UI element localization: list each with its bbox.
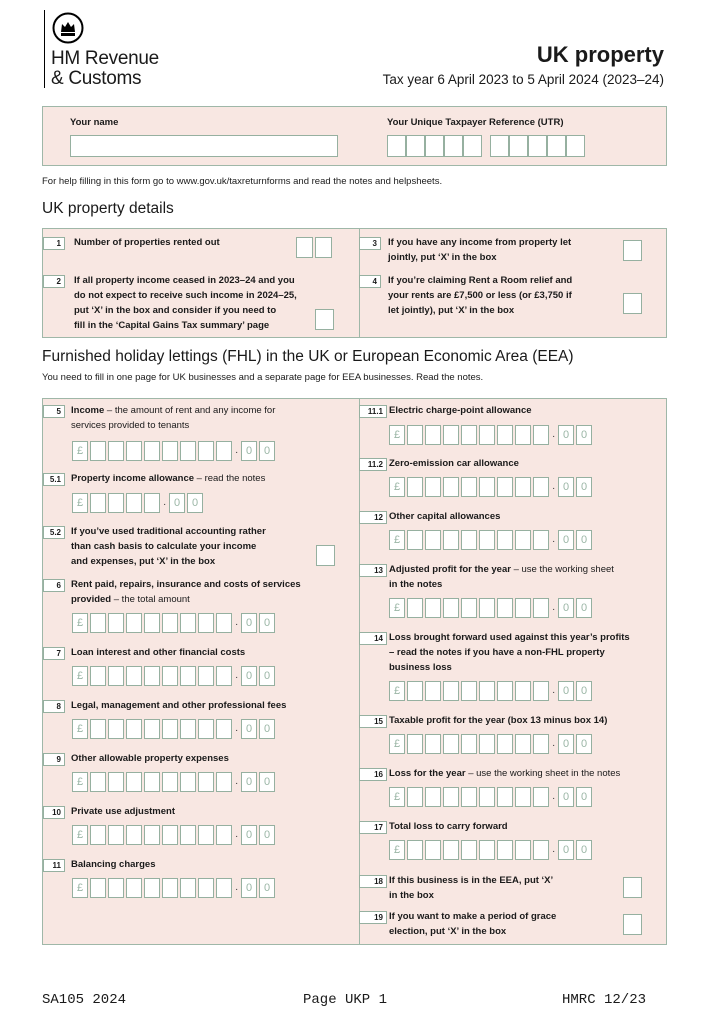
box-number: 5.2 (43, 526, 65, 539)
pound-digit[interactable] (497, 598, 513, 618)
pence-digit[interactable]: 0 (558, 734, 574, 754)
decimal-point: · (552, 536, 556, 547)
section-subheading-fhl: You need to fill in one page for UK businesses and a separate page for EEA businesses. Read the notes. (42, 372, 484, 383)
utr-digit[interactable] (566, 135, 585, 157)
grace-election-checkbox[interactable] (623, 914, 642, 935)
pound-digit[interactable] (443, 598, 459, 618)
pound-digit[interactable] (144, 825, 160, 845)
pound-digit[interactable] (198, 719, 214, 739)
utr-digit[interactable] (490, 135, 509, 157)
section-heading-property-details: UK property details (42, 200, 174, 217)
pence-digit[interactable]: 0 (576, 425, 592, 445)
box-label: Income – the amount of rent and any income for services provided to tenants (71, 405, 276, 431)
pence-digit[interactable]: 0 (558, 681, 574, 701)
currency-symbol: £ (389, 734, 405, 754)
pound-digit[interactable] (479, 598, 495, 618)
box-number: 3 (359, 237, 381, 250)
pound-digit[interactable] (407, 681, 423, 701)
pound-digit[interactable] (90, 719, 106, 739)
pound-digit[interactable] (216, 666, 232, 686)
pound-digit[interactable] (515, 477, 531, 497)
box-label: Balancing charges (71, 859, 156, 870)
rent-a-room-checkbox[interactable] (623, 293, 642, 314)
box-label: Loss for the year – use the working sheet in the notes (389, 768, 621, 779)
pound-digit[interactable] (180, 441, 196, 461)
pound-digit[interactable] (515, 598, 531, 618)
pound-digit[interactable] (216, 441, 232, 461)
pound-digit[interactable] (497, 477, 513, 497)
utr-digit[interactable] (425, 135, 444, 157)
pound-digit[interactable] (126, 719, 142, 739)
utr-digit[interactable] (509, 135, 528, 157)
pound-digit[interactable] (407, 598, 423, 618)
pound-digit[interactable] (425, 787, 441, 807)
pence-digit[interactable]: 0 (259, 666, 275, 686)
pound-digit[interactable] (162, 613, 178, 633)
utr-digit[interactable] (547, 135, 566, 157)
pence-digit[interactable]: 0 (558, 840, 574, 860)
pound-digit[interactable] (533, 787, 549, 807)
decimal-point: · (235, 447, 239, 458)
currency-symbol: £ (389, 477, 405, 497)
box-label: Zero-emission car allowance (389, 458, 519, 469)
pound-digit[interactable] (443, 530, 459, 550)
pence-digit[interactable]: 0 (576, 787, 592, 807)
pound-digit[interactable] (407, 425, 423, 445)
pound-digit[interactable] (425, 598, 441, 618)
pound-digit[interactable] (479, 734, 495, 754)
currency-symbol: £ (389, 425, 405, 445)
pound-digit[interactable] (216, 878, 232, 898)
pound-digit[interactable] (497, 681, 513, 701)
decimal-point: · (552, 687, 556, 698)
box-number: 11.2 (359, 458, 387, 471)
decimal-point: · (552, 483, 556, 494)
footer-reference: HMRC 12/23 (562, 992, 647, 1008)
box-number: 6 (43, 579, 65, 592)
fhl-panel (42, 398, 667, 945)
pence-digit[interactable]: 0 (169, 493, 185, 513)
box-number: 11.1 (359, 405, 387, 418)
pound-digit[interactable] (198, 772, 214, 792)
pence-digit[interactable]: 0 (241, 825, 257, 845)
decimal-point: · (552, 740, 556, 751)
pound-digit[interactable] (90, 825, 106, 845)
hmrc-logo (44, 10, 174, 90)
pound-digit[interactable] (443, 477, 459, 497)
pound-digit[interactable] (108, 825, 124, 845)
pound-digit[interactable] (126, 441, 142, 461)
pound-digit[interactable] (407, 734, 423, 754)
pound-digit[interactable] (497, 530, 513, 550)
box-number: 15 (359, 715, 387, 728)
decimal-point: · (235, 672, 239, 683)
currency-symbol: £ (389, 530, 405, 550)
pound-digit[interactable] (216, 772, 232, 792)
currency-symbol: £ (72, 878, 88, 898)
currency-symbol: £ (72, 825, 88, 845)
pound-digit[interactable] (443, 425, 459, 445)
pound-digit[interactable] (198, 878, 214, 898)
box-label: If you want to make a period of grace election, put ‘X’ in the box (389, 911, 557, 937)
box-number: 10 (43, 806, 65, 819)
pound-digit[interactable] (144, 772, 160, 792)
pound-digit[interactable] (515, 530, 531, 550)
pence-digit[interactable]: 0 (259, 878, 275, 898)
pound-digit[interactable] (126, 878, 142, 898)
box-label: Other capital allowances (389, 511, 501, 522)
box-number: 8 (43, 700, 65, 713)
pound-digit[interactable] (108, 666, 124, 686)
pound-digit[interactable] (198, 825, 214, 845)
properties-count-digit[interactable] (315, 237, 332, 258)
org-name-line1: HM Revenue (51, 48, 159, 69)
pound-digit[interactable] (479, 787, 495, 807)
box-number: 17 (359, 821, 387, 834)
decimal-point: · (235, 778, 239, 789)
pound-digit[interactable] (162, 772, 178, 792)
box-number: 4 (359, 275, 381, 288)
box-label: If all property income ceased in 2023–24 and you do not expect to receive such income in 2024–25, put ‘X’ in the box and consider if you need to fill in the ‘Capital Gains Tax summary’ page (74, 275, 297, 331)
pound-digit[interactable] (216, 613, 232, 633)
pence-digit[interactable]: 0 (558, 598, 574, 618)
pound-digit[interactable] (533, 425, 549, 445)
pound-digit[interactable] (533, 530, 549, 550)
footer-form-code: SA105 2024 (42, 992, 127, 1008)
box-label: If you have any income from property let jointly, put ‘X’ in the box (388, 237, 572, 263)
decimal-point: · (552, 846, 556, 857)
utr-digit[interactable] (406, 135, 425, 157)
pound-digit[interactable] (515, 840, 531, 860)
pound-digit[interactable] (533, 681, 549, 701)
pence-digit[interactable]: 0 (187, 493, 203, 513)
pound-digit[interactable] (425, 840, 441, 860)
pound-digit[interactable] (497, 425, 513, 445)
page-title: UK property (536, 42, 664, 67)
pound-digit[interactable] (162, 878, 178, 898)
utr-digit[interactable] (528, 135, 547, 157)
pence-digit[interactable]: 0 (576, 734, 592, 754)
box-label: If you’re claiming Rent a Room relief and your rents are £7,500 or less (or £3,750 if let jointly), put ‘X’ in the box (388, 275, 573, 316)
pound-digit[interactable] (497, 734, 513, 754)
pound-digit[interactable] (126, 613, 142, 633)
currency-symbol: £ (389, 787, 405, 807)
pence-digit[interactable]: 0 (259, 441, 275, 461)
crown-icon (52, 12, 84, 44)
pound-digit[interactable] (443, 734, 459, 754)
pound-digit[interactable] (90, 878, 106, 898)
pound-digit[interactable] (515, 734, 531, 754)
box-label: Property income allowance – read the notes (71, 473, 266, 484)
pound-digit[interactable] (108, 878, 124, 898)
utr-label: Your Unique Taxpayer Reference (UTR) (387, 117, 564, 128)
section-heading-fhl: Furnished holiday lettings (FHL) in the UK or European Economic Area (EEA) (42, 348, 574, 365)
pound-digit[interactable] (425, 530, 441, 550)
pound-digit[interactable] (90, 666, 106, 686)
box-number: 18 (359, 875, 387, 888)
utr-digit[interactable] (463, 135, 482, 157)
utr-digit[interactable] (444, 135, 463, 157)
currency-symbol: £ (72, 441, 88, 461)
pound-digit[interactable] (407, 787, 423, 807)
pound-digit[interactable] (90, 772, 106, 792)
pound-digit[interactable] (108, 613, 124, 633)
pound-digit[interactable] (162, 666, 178, 686)
currency-symbol: £ (72, 666, 88, 686)
utr-field[interactable] (387, 135, 587, 157)
pence-digit[interactable]: 0 (259, 719, 275, 739)
eea-business-checkbox[interactable] (623, 877, 642, 898)
box-number: 12 (359, 511, 387, 524)
decimal-point: · (552, 793, 556, 804)
pound-digit[interactable] (126, 772, 142, 792)
currency-symbol: £ (72, 613, 88, 633)
pound-digit[interactable] (407, 477, 423, 497)
pound-digit[interactable] (108, 719, 124, 739)
pound-digit[interactable] (461, 787, 477, 807)
traditional-accounting-checkbox[interactable] (316, 545, 335, 566)
pound-digit[interactable] (479, 477, 495, 497)
name-field[interactable] (70, 135, 338, 157)
pence-digit[interactable]: 0 (558, 787, 574, 807)
box-label: Number of properties rented out (74, 237, 220, 248)
pound-digit[interactable] (144, 878, 160, 898)
pound-digit[interactable] (180, 613, 196, 633)
pound-digit[interactable] (425, 477, 441, 497)
pence-digit[interactable]: 0 (259, 613, 275, 633)
pound-digit[interactable] (407, 530, 423, 550)
pound-digit[interactable] (144, 613, 160, 633)
pound-digit[interactable] (479, 425, 495, 445)
box-number: 1 (43, 237, 65, 250)
pound-digit[interactable] (144, 441, 160, 461)
currency-symbol: £ (389, 840, 405, 860)
box-label: Legal, management and other professional fees (71, 700, 287, 711)
box-number: 2 (43, 275, 65, 288)
taxpayer-panel (42, 106, 667, 166)
currency-symbol: £ (72, 493, 88, 513)
box-label: Total loss to carry forward (389, 821, 508, 832)
pound-digit[interactable] (533, 477, 549, 497)
utr-digit[interactable] (387, 135, 406, 157)
pound-digit[interactable] (144, 493, 160, 513)
pound-digit[interactable] (497, 787, 513, 807)
pence-digit[interactable]: 0 (241, 719, 257, 739)
pound-digit[interactable] (162, 825, 178, 845)
pound-digit[interactable] (425, 425, 441, 445)
pound-digit[interactable] (461, 425, 477, 445)
pence-digit[interactable]: 0 (558, 530, 574, 550)
pound-digit[interactable] (443, 840, 459, 860)
pound-digit[interactable] (425, 681, 441, 701)
decimal-point: · (235, 619, 239, 630)
property-details-panel (42, 228, 667, 338)
pound-digit[interactable] (461, 530, 477, 550)
currency-symbol: £ (389, 681, 405, 701)
currency-symbol: £ (72, 719, 88, 739)
box-label: Rent paid, repairs, insurance and costs of services provided – the total amount (71, 579, 301, 605)
income-ceased-checkbox[interactable] (315, 309, 334, 330)
tax-year: Tax year 6 April 2023 to 5 April 2024 (2023–24) (382, 72, 664, 87)
pence-digit[interactable]: 0 (259, 825, 275, 845)
pound-digit[interactable] (515, 787, 531, 807)
pound-digit[interactable] (461, 598, 477, 618)
pound-digit[interactable] (461, 734, 477, 754)
org-name-line2: & Customs (51, 68, 142, 89)
pound-digit[interactable] (216, 825, 232, 845)
box-label: Adjusted profit for the year – use the working sheet in the notes (389, 564, 614, 590)
pence-digit[interactable]: 0 (241, 666, 257, 686)
pence-digit[interactable]: 0 (576, 681, 592, 701)
pound-digit[interactable] (198, 613, 214, 633)
pound-digit[interactable] (180, 878, 196, 898)
box-label: Private use adjustment (71, 806, 176, 817)
box-label: Other allowable property expenses (71, 753, 229, 764)
currency-symbol: £ (72, 772, 88, 792)
logo-rule (44, 10, 45, 88)
box-label: Electric charge-point allowance (389, 405, 532, 416)
pound-digit[interactable] (407, 840, 423, 860)
pence-digit[interactable]: 0 (241, 772, 257, 792)
pound-digit[interactable] (90, 613, 106, 633)
pound-digit[interactable] (162, 441, 178, 461)
pound-digit[interactable] (198, 441, 214, 461)
pound-digit[interactable] (126, 825, 142, 845)
pound-digit[interactable] (461, 681, 477, 701)
pound-digit[interactable] (144, 666, 160, 686)
box-label: Loan interest and other financial costs (71, 647, 246, 658)
pence-digit[interactable]: 0 (241, 613, 257, 633)
help-text: For help filling in this form go to www.gov.uk/taxreturnforms and read the notes and helpsheets. (42, 176, 443, 187)
box-number: 5 (43, 405, 65, 418)
pound-digit[interactable] (533, 840, 549, 860)
currency-symbol: £ (389, 598, 405, 618)
pound-digit[interactable] (216, 719, 232, 739)
pound-digit[interactable] (443, 681, 459, 701)
pound-digit[interactable] (515, 425, 531, 445)
box-number: 5.1 (43, 473, 65, 486)
pence-digit[interactable]: 0 (259, 772, 275, 792)
properties-count-digit[interactable] (296, 237, 313, 258)
pence-digit[interactable]: 0 (576, 530, 592, 550)
box-label: Taxable profit for the year (box 13 minus box 14) (389, 715, 608, 726)
pound-digit[interactable] (425, 734, 441, 754)
footer-page-number: Page UKP 1 (303, 992, 388, 1008)
box-number: 16 (359, 768, 387, 781)
pound-digit[interactable] (108, 493, 124, 513)
box-number: 11 (43, 859, 65, 872)
pound-digit[interactable] (479, 681, 495, 701)
pound-digit[interactable] (144, 719, 160, 739)
pound-digit[interactable] (479, 530, 495, 550)
pound-digit[interactable] (479, 840, 495, 860)
decimal-point: · (552, 604, 556, 615)
pence-digit[interactable]: 0 (576, 840, 592, 860)
box-label: Loss brought forward used against this year’s profits – read the notes if you have a non-FHL property business loss (389, 632, 630, 673)
name-label: Your name (70, 117, 119, 128)
decimal-point: · (552, 431, 556, 442)
pound-digit[interactable] (198, 666, 214, 686)
pence-digit[interactable]: 0 (241, 878, 257, 898)
box-label: If you’ve used traditional accounting rather than cash basis to calculate your income and expenses, put ‘X’ in the box (71, 526, 266, 567)
decimal-point: · (163, 499, 167, 510)
box-number: 19 (359, 911, 387, 924)
box-number: 13 (359, 564, 387, 577)
box-label: If this business is in the EEA, put ‘X’ in the box (389, 875, 554, 901)
pound-digit[interactable] (126, 666, 142, 686)
pound-digit[interactable] (461, 840, 477, 860)
pence-digit[interactable]: 0 (558, 425, 574, 445)
pence-digit[interactable]: 0 (576, 598, 592, 618)
pound-digit[interactable] (90, 441, 106, 461)
pound-digit[interactable] (180, 772, 196, 792)
pound-digit[interactable] (497, 840, 513, 860)
pound-digit[interactable] (533, 734, 549, 754)
pound-digit[interactable] (108, 441, 124, 461)
box-number: 7 (43, 647, 65, 660)
pound-digit[interactable] (126, 493, 142, 513)
column-divider (359, 399, 360, 944)
pound-digit[interactable] (180, 666, 196, 686)
pence-digit[interactable]: 0 (576, 477, 592, 497)
pound-digit[interactable] (443, 787, 459, 807)
pound-digit[interactable] (180, 825, 196, 845)
pound-digit[interactable] (180, 719, 196, 739)
pound-digit[interactable] (461, 477, 477, 497)
jointly-let-checkbox[interactable] (623, 240, 642, 261)
box-number: 9 (43, 753, 65, 766)
box-number: 14 (359, 632, 387, 645)
pence-digit[interactable]: 0 (558, 477, 574, 497)
pound-digit[interactable] (90, 493, 106, 513)
decimal-point: · (235, 831, 239, 842)
pound-digit[interactable] (533, 598, 549, 618)
pound-digit[interactable] (162, 719, 178, 739)
decimal-point: · (235, 884, 239, 895)
pound-digit[interactable] (108, 772, 124, 792)
pence-digit[interactable]: 0 (241, 441, 257, 461)
pound-digit[interactable] (515, 681, 531, 701)
decimal-point: · (235, 725, 239, 736)
